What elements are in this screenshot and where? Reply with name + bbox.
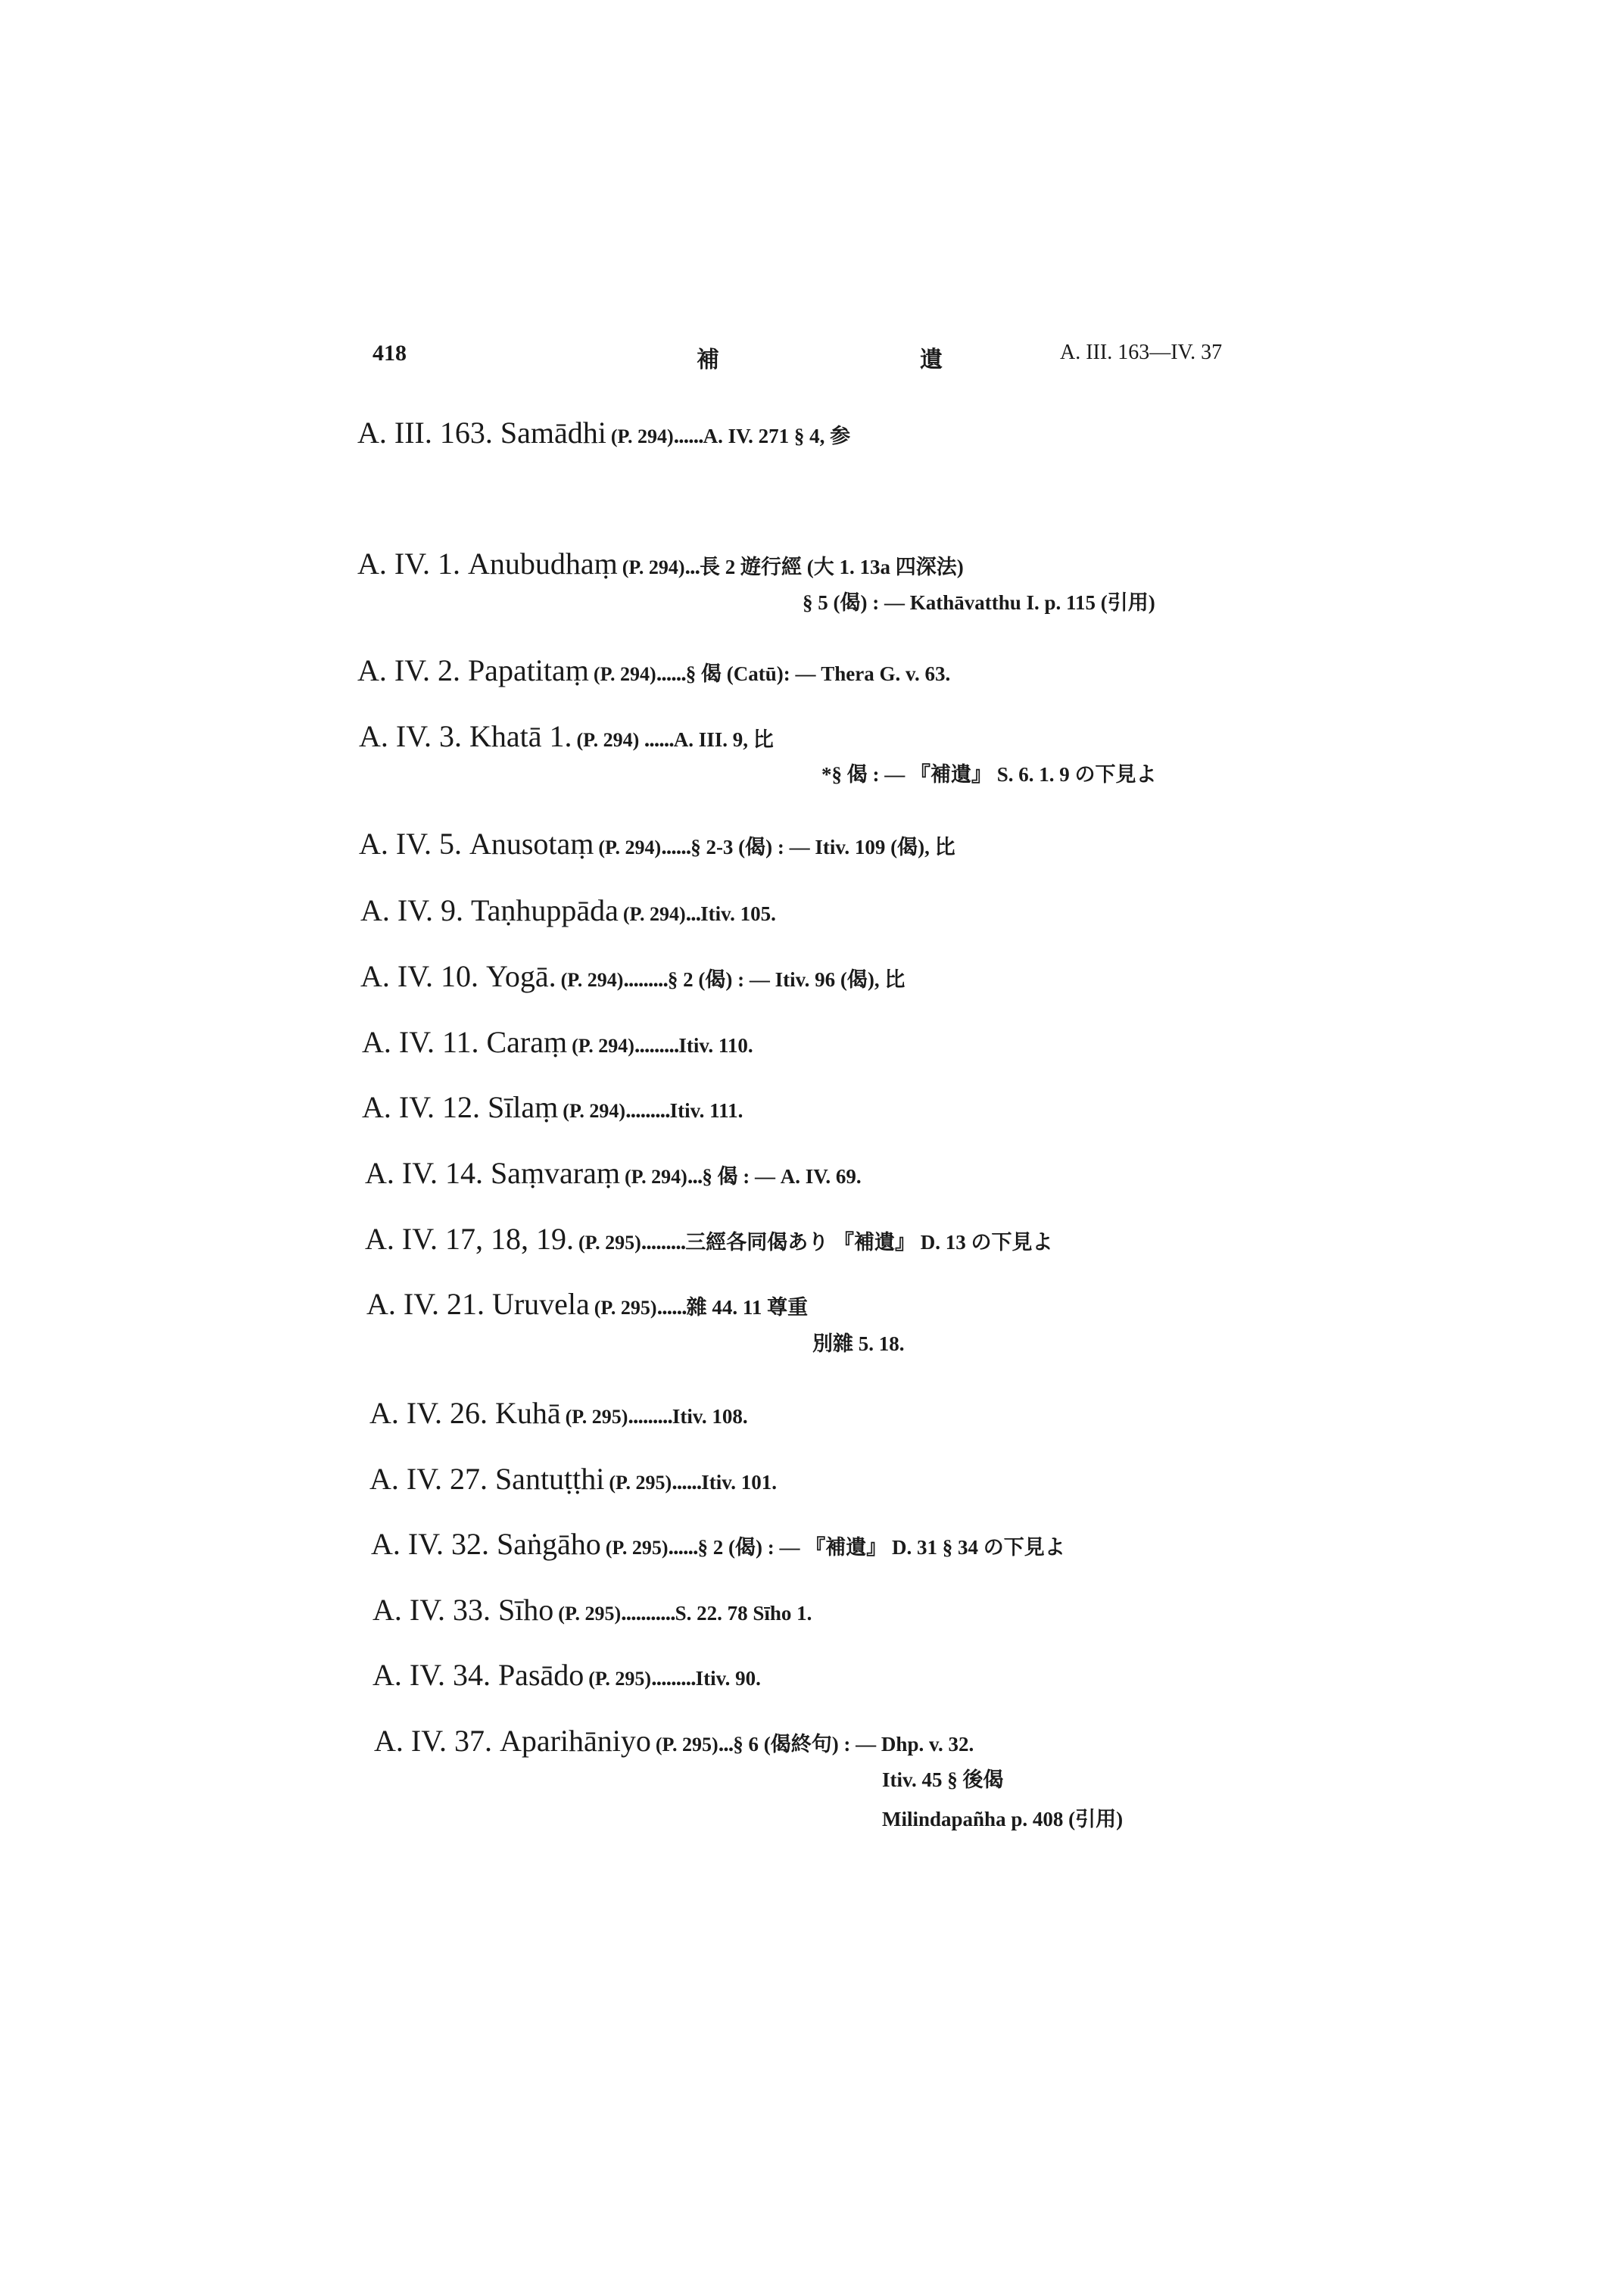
entry-name: Anusotaṃ xyxy=(469,827,594,861)
entry-row xyxy=(369,1464,777,1494)
entry-key: A. IV. 14. xyxy=(365,1156,483,1190)
entry-key: A. III. 163. xyxy=(357,416,493,450)
entry-key: A. IV. 17, 18, 19. xyxy=(365,1222,574,1256)
entry-name: Sīho xyxy=(497,1593,554,1627)
entry-leader-dots: ...... xyxy=(672,1469,702,1494)
entry-subline: *§ 偈 : — 『補遺』 S. 6. 1. 9 の下見よ xyxy=(821,763,1157,786)
entry-name: Sīlaṃ xyxy=(487,1090,559,1124)
page-number: 418 xyxy=(372,341,407,366)
entry-name: Caraṃ xyxy=(486,1025,568,1059)
entry-leader-dots: ...... xyxy=(661,834,691,859)
entry-leader-dots: ......... xyxy=(634,1033,679,1058)
entry-leader-dots: ......... xyxy=(641,1229,686,1254)
entry-page-ref: (P. 294) xyxy=(622,556,685,578)
entry-name: Kuhā xyxy=(494,1396,561,1430)
entry-leader-dots: ......... xyxy=(651,1665,696,1690)
entry-key: A. IV. 32. xyxy=(371,1527,489,1561)
entry-reference: Itiv. 105. xyxy=(700,902,776,925)
entry-page-ref: (P. 295) xyxy=(605,1537,669,1559)
entry-row xyxy=(374,1726,974,1756)
entry-page-ref: (P. 294) xyxy=(622,903,686,925)
entry-row xyxy=(366,1289,808,1319)
entry-key: A. IV. 10. xyxy=(360,959,478,993)
entry-row xyxy=(365,1224,1053,1254)
running-title-char-1: 補 xyxy=(697,347,719,373)
entry-key: A. IV. 9. xyxy=(360,893,463,927)
entry-name: Santuṭṭhi xyxy=(494,1462,605,1496)
entry-subline: Itiv. 45 § 後偈 xyxy=(882,1768,1004,1791)
entry-row xyxy=(357,418,850,448)
entry-key: A. IV. 5. xyxy=(359,827,462,861)
entry-reference: Itiv. 90. xyxy=(695,1667,761,1690)
entry-reference: Itiv. 108. xyxy=(672,1405,748,1428)
entry-key: A. IV. 2. xyxy=(357,653,460,687)
entry-key: A. IV. 34. xyxy=(372,1658,491,1692)
entry-row xyxy=(359,721,774,752)
entry-key: A. IV. 37. xyxy=(374,1724,492,1758)
entry-page-ref: (P. 294) xyxy=(560,969,624,991)
entry-reference: 三經各同偈あり 『補遺』 D. 13 の下見よ xyxy=(685,1231,1053,1254)
entry-page-ref: (P. 294) xyxy=(576,729,640,751)
entry-row xyxy=(362,1027,753,1058)
entry-key: A. IV. 26. xyxy=(369,1396,488,1430)
entry-leader-dots: ...... xyxy=(673,423,703,448)
entry-page-ref: (P. 295) xyxy=(655,1734,718,1756)
entry-reference: § 偈 (Catū): — Thera G. v. 63. xyxy=(685,662,951,685)
entry-leader-dots: ... xyxy=(687,1164,703,1189)
entry-reference: Itiv. 101. xyxy=(701,1471,777,1494)
entry-page-ref: (P. 294) xyxy=(593,663,656,685)
entry-key: A. IV. 21. xyxy=(366,1287,485,1321)
entry-page-ref: (P. 295) xyxy=(594,1297,657,1319)
running-title-char-2: 遺 xyxy=(920,347,943,373)
entry-name: Uruvela xyxy=(491,1287,590,1321)
entry-row xyxy=(369,1398,748,1428)
entry-leader-dots: ........... xyxy=(621,1600,675,1625)
entry-reference: § 2 (偈) : — Itiv. 96 (偈), 比 xyxy=(667,968,906,991)
entry-name: Saṅgāho xyxy=(496,1527,601,1561)
entry-row xyxy=(362,1092,743,1123)
entry-row xyxy=(357,549,964,579)
entry-reference: § 2-3 (偈) : — Itiv. 109 (偈), 比 xyxy=(690,836,955,858)
running-range: A. III. 163—IV. 37 xyxy=(1060,341,1223,364)
entry-subline: Milindapañha p. 408 (引用) xyxy=(882,1808,1124,1830)
entry-name: Samādhi xyxy=(500,416,606,450)
entry-page-ref: (P. 294) xyxy=(572,1035,634,1057)
entry-leader-dots: ...... xyxy=(656,661,686,686)
entry-name: Saṃvaraṃ xyxy=(490,1156,620,1190)
entry-name: Yogā. xyxy=(485,959,556,993)
entry-reference: 雜 44. 11 尊重 xyxy=(686,1296,809,1319)
entry-reference: 長 2 遊行經 (大 1. 13a 四深法) xyxy=(700,556,964,578)
entry-reference: Itiv. 110. xyxy=(678,1034,753,1057)
entry-page-ref: (P. 294) xyxy=(610,425,674,447)
entry-name: Pasādo xyxy=(497,1658,584,1692)
entry-reference: A. III. 9, 比 xyxy=(673,728,774,751)
entry-name: Taṇhuppāda xyxy=(470,893,619,927)
entry-leader-dots: ...... xyxy=(639,727,674,752)
entry-page-ref: (P. 295) xyxy=(578,1232,641,1254)
entry-page-ref: (P. 295) xyxy=(588,1668,652,1690)
entry-key: A. IV. 12. xyxy=(362,1090,480,1124)
entry-row xyxy=(360,893,776,927)
entry-leader-dots: ...... xyxy=(668,1534,698,1559)
entry-name: Anubudhaṃ xyxy=(467,547,618,581)
entry-page-ref: (P. 294) xyxy=(563,1100,626,1122)
entry-row xyxy=(359,829,955,859)
entry-row xyxy=(371,1529,1065,1559)
entry-leader-dots: ......... xyxy=(623,967,668,992)
entry-leader-dots: ... xyxy=(684,554,700,579)
entry-row xyxy=(372,1595,812,1625)
entry-reference: Itiv. 111. xyxy=(669,1099,743,1122)
entry-reference: S. 22. 78 Sīho 1. xyxy=(675,1602,812,1625)
entry-leader-dots: ......... xyxy=(625,1098,670,1123)
entry-leader-dots: ......... xyxy=(628,1404,672,1428)
entry-leader-dots: ...... xyxy=(656,1294,687,1319)
entry-page-ref: (P. 294) xyxy=(625,1166,687,1188)
entry-subline: 別雜 5. 18. xyxy=(812,1332,905,1355)
entry-key: A. IV. 11. xyxy=(362,1025,479,1059)
entry-reference: § 6 (偈終句) : — Dhp. v. 32. xyxy=(733,1733,974,1756)
entry-key: A. IV. 27. xyxy=(369,1462,488,1496)
entry-row xyxy=(365,1158,862,1189)
entry-page-ref: (P. 295) xyxy=(609,1472,672,1494)
entry-reference: § 偈 : — A. IV. 69. xyxy=(702,1165,862,1188)
entry-subline: § 5 (偈) : — Kathāvatthu I. p. 115 (引用) xyxy=(803,591,1155,614)
entry-name: Papatitaṃ xyxy=(467,653,589,687)
entry-page-ref: (P. 294) xyxy=(598,837,662,858)
entry-leader-dots: ... xyxy=(685,901,701,926)
entry-page-ref: (P. 295) xyxy=(558,1603,622,1625)
entry-key: A. IV. 3. xyxy=(359,719,462,753)
entry-name: Aparihāniyo xyxy=(499,1724,651,1758)
entry-key: A. IV. 33. xyxy=(372,1593,491,1627)
entry-row xyxy=(372,1660,761,1690)
entry-leader-dots: ... xyxy=(718,1731,734,1756)
entry-reference: A. IV. 271 § 4, 参 xyxy=(703,425,851,447)
entry-reference: § 2 (偈) : — 『補遺』 D. 31 § 34 の下見よ xyxy=(697,1536,1065,1559)
entry-page-ref: (P. 295) xyxy=(565,1406,628,1428)
entry-name: Khatā 1. xyxy=(469,719,572,753)
entry-row xyxy=(357,653,951,687)
entry-row xyxy=(360,961,905,992)
entry-key: A. IV. 1. xyxy=(357,547,460,581)
